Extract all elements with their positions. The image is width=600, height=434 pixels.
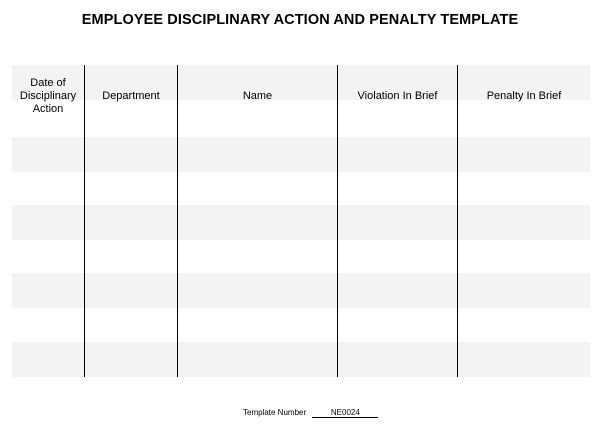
- template-number-label: Template Number: [243, 408, 307, 417]
- template-number-value: NE0024: [312, 408, 378, 418]
- page-title: EMPLOYEE DISCIPLINARY ACTION AND PENALTY TEMPLATE: [81, 12, 519, 28]
- header-department: Department: [102, 89, 160, 102]
- header-name: Name: [242, 89, 273, 102]
- header-violation: Violation In Brief: [357, 89, 438, 102]
- disciplinary-table: [12, 65, 590, 377]
- table-row-band: [12, 137, 590, 172]
- table-row-band: [12, 342, 590, 377]
- table-row-band: [12, 273, 590, 308]
- template-number: [243, 408, 378, 418]
- header-penalty: Penalty In Brief: [486, 89, 562, 102]
- table-row-band: [12, 205, 590, 240]
- header-date: Date of Disciplinary Action: [19, 76, 77, 115]
